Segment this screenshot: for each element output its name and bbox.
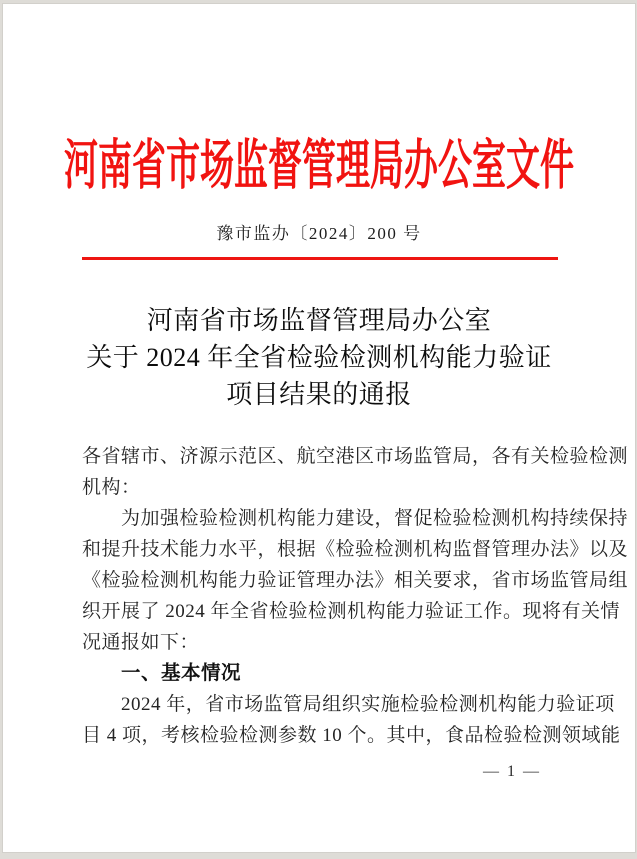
letterhead-title (3, 124, 635, 196)
paragraph1-line-5: 况通报如下： (82, 632, 200, 653)
paragraph2-line-1: 2024 年，省市场监管局组织实施检验检测机构能力验证项 (121, 694, 615, 715)
document-title (3, 302, 635, 413)
page-number: — 1 — (483, 763, 541, 780)
title-line-1: 河南省市场监督管理局办公室 (146, 306, 492, 335)
salutation-line-2: 机构： (82, 477, 141, 498)
paragraph2-line-2: 目 4 项，考核检验检测参数 10 个。其中，食品检验检测领域能 (82, 725, 621, 746)
document-page (3, 4, 635, 852)
document-body (82, 441, 629, 751)
paragraph1-line-2: 和提升技术能力水平，根据《检验检测机构监督管理办法》以及 (82, 539, 629, 560)
red-separator-line (82, 257, 558, 260)
salutation-line-1: 各省辖市、济源示范区、航空港区市场监管局，各有关检验检测 (82, 446, 629, 467)
letterhead-title-text: 河南省市场监督管理局办公室文件 (64, 137, 574, 196)
paragraph1-line-1: 为加强检验检测机构能力建设，督促检验检测机构持续保持 (121, 508, 629, 529)
section1-heading: 一、基本情况 (121, 662, 242, 684)
title-line-2: 关于 2024 年全省检验检测机构能力验证 (86, 343, 552, 372)
paragraph1-line-4: 织开展了 2024 年全省检验检测机构能力验证工作。现将有关情 (82, 601, 621, 622)
paragraph1-line-3: 《检验检测机构能力验证管理办法》相关要求，省市场监管局组 (82, 570, 629, 591)
doc-number: 豫市监办〔2024〕200 号 (216, 224, 422, 243)
title-line-3: 项目结果的通报 (226, 380, 412, 409)
